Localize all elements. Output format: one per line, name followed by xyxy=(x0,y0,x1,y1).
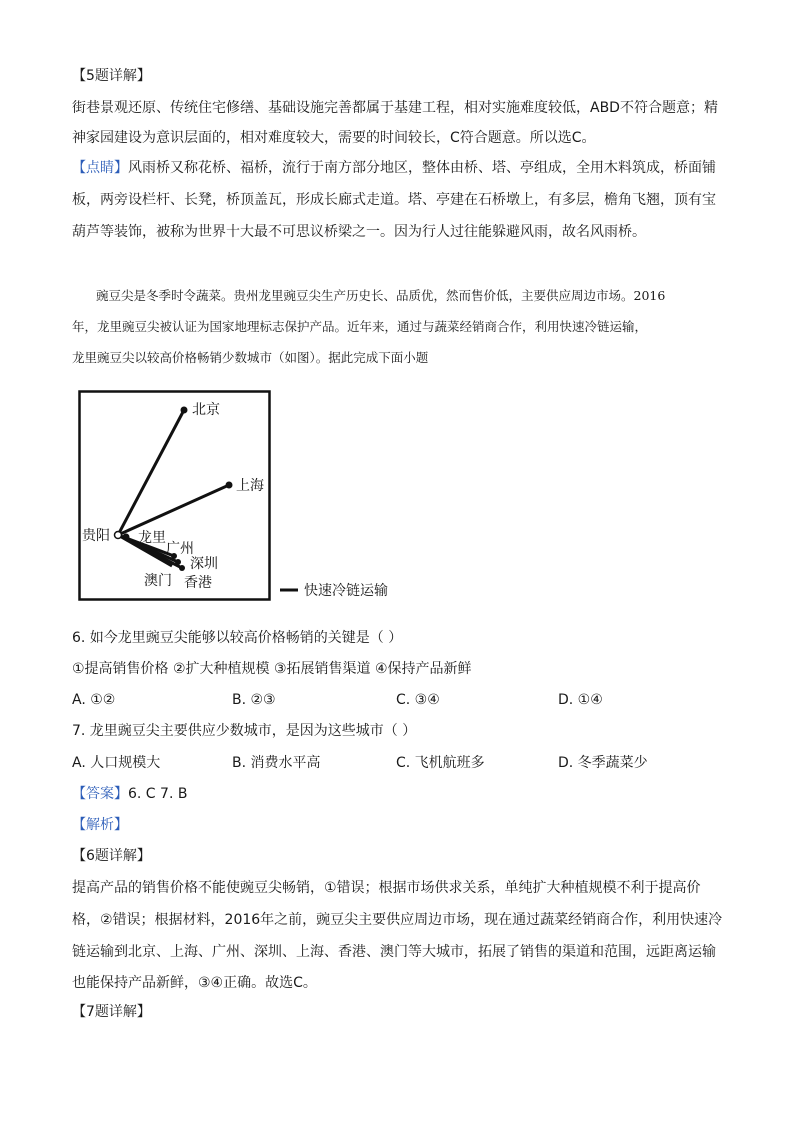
passage-line-1: 豌豆尖是冬季时令蔬菜。贵州龙里豌豆尖生产历史长、品质优，然而售价低，主要供应周边市场。2016 xyxy=(96,288,666,303)
dianjing-label: 【点睛】 xyxy=(72,160,128,176)
q7-option-b: B. 消费水平高 xyxy=(232,755,321,771)
dianjing-line-1 xyxy=(72,158,716,178)
point-hongkong xyxy=(179,565,185,571)
section7-heading: 【7题详解】 xyxy=(72,1004,151,1020)
section6-line-2: 格，②错误；根据材料，2016年之前，豌豆尖主要供应周边市场，现在通过蔬菜经销商合作，利用快速冷 xyxy=(72,912,723,928)
route-beijing xyxy=(118,410,184,535)
q6-stem: 6. 如今龙里豌豆尖能够以较高价格畅销的关键是（ ） xyxy=(72,630,403,646)
answer-text: 6. C 7. B xyxy=(128,786,188,802)
point-shanghai xyxy=(226,482,233,489)
section6-line-1: 提高产品的销售价格不能使豌豆尖畅销，①错误；根据市场供求关系，单纯扩大种植规模不利于提高价 xyxy=(72,880,701,896)
section6-line-3: 链运输到北京、上海、广州、深圳、上海、香港、澳门等大城市，拓展了销售的渠道和范围，远距离运输 xyxy=(72,944,716,960)
label-guangzhou: 广州 xyxy=(166,541,194,557)
dianjing-line-3: 葫芦等装饰，被称为世界十大最不可思议桥梁之一。因为行人过往能躲避风雨，故名风雨桥。 xyxy=(72,224,646,240)
section5-line-1: 街巷景观还原、传统住宅修缮、基础设施完善都属于基建工程，相对实施难度较低，ABD不符合题意；精 xyxy=(72,100,718,116)
section6-line-4: 也能保持产品新鲜，③④正确。故选C。 xyxy=(72,975,317,991)
point-longli xyxy=(123,534,130,541)
cold-chain-map xyxy=(78,390,408,610)
point-shenzhen xyxy=(175,559,181,565)
dianjing-text-1: 风雨桥又称花桥、福桥，流行于南方部分地区，整体由桥、塔、亭组成，全用木料筑成，桥面铺 xyxy=(128,160,716,176)
q7-option-c: C. 飞机航班多 xyxy=(396,755,485,771)
passage-line-2: 年，龙里豌豆尖被认证为国家地理标志保护产品。近年来，通过与蔬菜经销商合作，利用快速冷链运输， xyxy=(72,319,648,334)
passage-line-3: 龙里豌豆尖以较高价格畅销少数城市（如图）。据此完成下面小题 xyxy=(72,350,429,365)
q7-stem: 7. 龙里豌豆尖主要供应少数城市，是因为这些城市（ ） xyxy=(72,723,417,739)
q6-option-b: B. ②③ xyxy=(232,692,276,708)
label-shenzhen: 深圳 xyxy=(190,556,218,572)
dianjing-line-2: 板，两旁设栏杆、长凳，桥顶盖瓦，形成长廊式走道。塔、亭建在石桥墩上，有多层，檐角飞翘，顶有宝 xyxy=(72,192,716,208)
q7-option-a: A. 人口规模大 xyxy=(72,755,161,771)
label-guiyang: 贵阳 xyxy=(82,528,110,544)
section6-heading: 【6题详解】 xyxy=(72,848,151,864)
label-hongkong: 香港 xyxy=(184,575,212,591)
analysis-label: 【解析】 xyxy=(72,817,128,833)
section5-line-2: 神家园建设为意识层面的，相对难度较大，需要的时间较长，C符合题意。所以选C。 xyxy=(72,130,596,146)
label-beijing: 北京 xyxy=(192,402,220,418)
legend-label: 快速冷链运输 xyxy=(304,583,388,599)
label-shanghai: 上海 xyxy=(236,478,264,494)
point-guiyang xyxy=(115,532,122,539)
q6-items: ①提高销售价格 ②扩大种植规模 ③拓展销售渠道 ④保持产品新鲜 xyxy=(72,661,472,677)
q6-option-a: A. ①② xyxy=(72,692,116,708)
q6-option-c: C. ③④ xyxy=(396,692,440,708)
point-beijing xyxy=(181,407,188,414)
answer-label: 【答案】 xyxy=(72,786,128,802)
q6-option-d: D. ①④ xyxy=(558,692,603,708)
route-shanghai xyxy=(118,485,229,535)
q7-option-d: D. 冬季蔬菜少 xyxy=(558,755,648,771)
section5-heading: 【5题详解】 xyxy=(72,68,151,84)
map-frame xyxy=(80,392,270,600)
label-macau: 澳门 xyxy=(144,573,172,589)
label-longli: 龙里 xyxy=(138,530,166,546)
answer-line xyxy=(72,784,187,804)
